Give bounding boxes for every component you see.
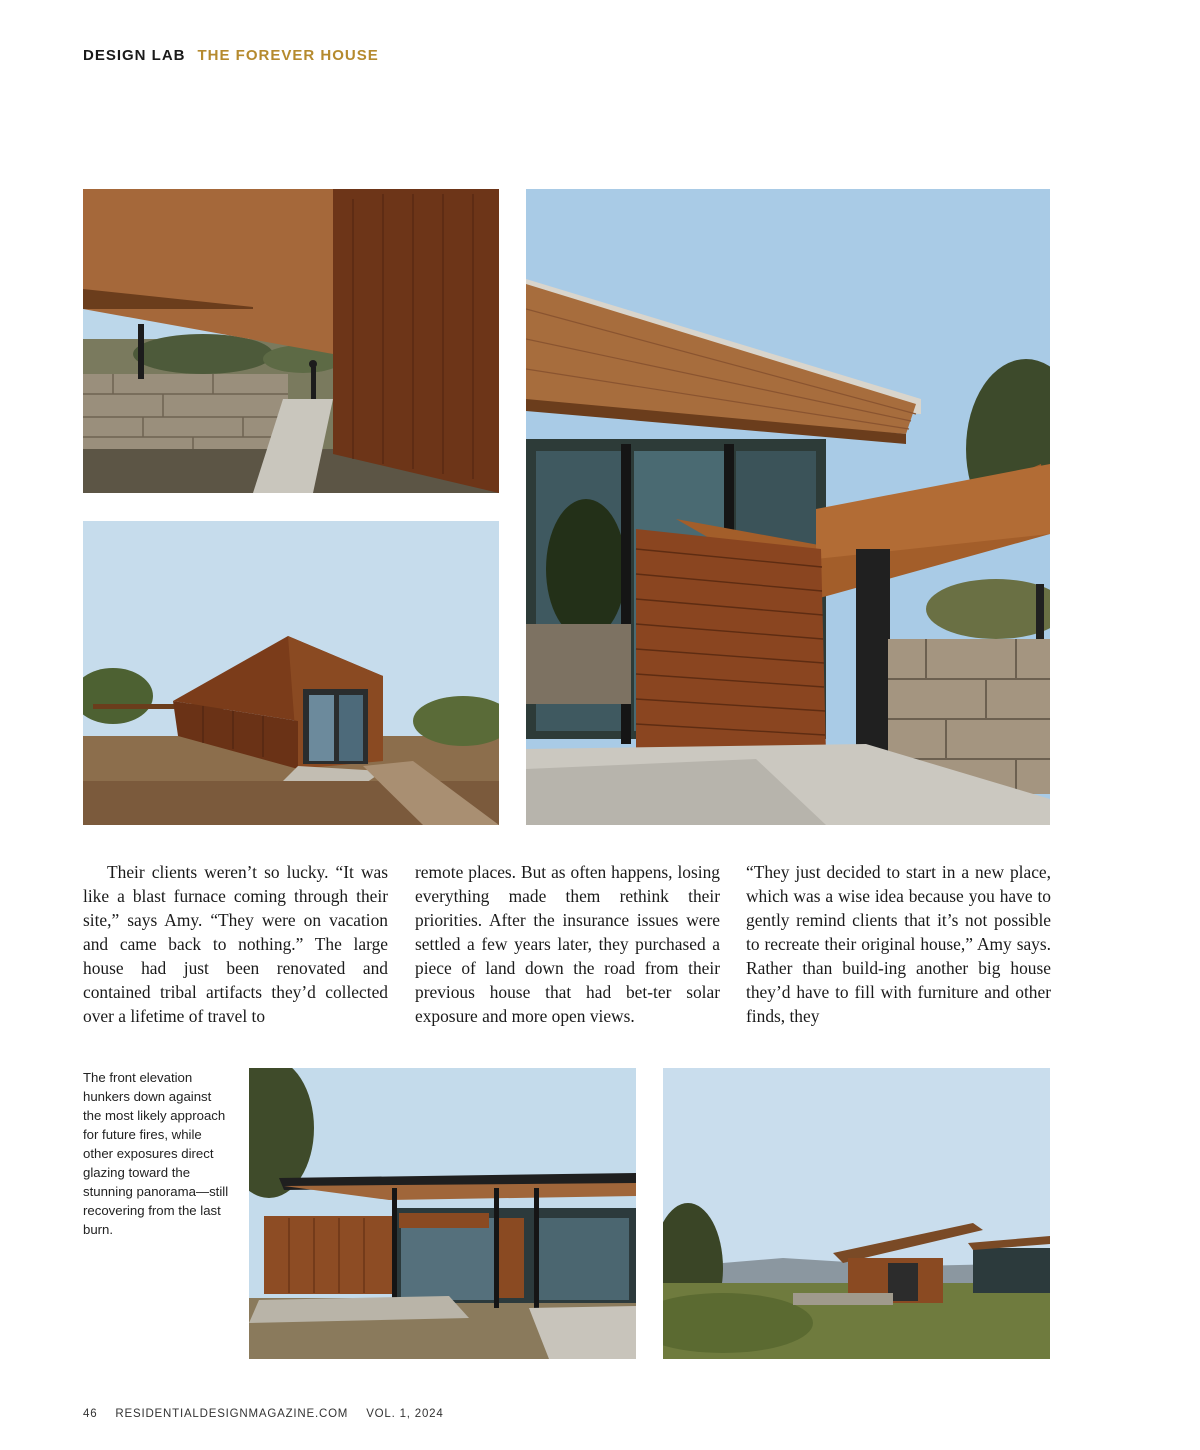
page-footer bbox=[83, 1408, 458, 1420]
running-header bbox=[83, 47, 379, 64]
article-paragraph: “They just decided to start in a new place, which was a wise idea because you have to gently remind clients that it’s not possible to recreate their original house,” Amy says. Rather than build-ing another big house they’d have to fill with furniture and other finds, they bbox=[746, 862, 1051, 1026]
page-number: 46 bbox=[83, 1408, 98, 1420]
photo-covered-walkway bbox=[83, 189, 499, 493]
article-title: THE FOREVER HOUSE bbox=[197, 47, 379, 64]
photo-entry-overhang bbox=[526, 189, 1050, 825]
article-paragraph: Their clients weren’t so lucky. “It was like a blast furnace coming through their site,” says Amy. “They were on vacation and came back to nothing.” The large house had just been renovated and contained tribal artifacts they’d collected over a lifetime of travel to bbox=[83, 862, 388, 1026]
article-column-2 bbox=[415, 860, 720, 1028]
photo-caption: The front elevation hunkers down against the most likely approach for future fires, while other exposures direct glazing toward the stunning panorama—still recovering from the last burn. bbox=[83, 1070, 229, 1237]
article-column-3 bbox=[746, 860, 1051, 1028]
issue-label: VOL. 1, 2024 bbox=[366, 1408, 444, 1420]
photo-hillside-panorama bbox=[663, 1068, 1050, 1359]
photo-front-elevation bbox=[249, 1068, 636, 1359]
article-column-1 bbox=[83, 860, 388, 1028]
photo-house-side-view bbox=[83, 521, 499, 825]
magazine-website: RESIDENTIALDESIGNMAGAZINE.COM bbox=[115, 1408, 349, 1420]
section-label: DESIGN LAB bbox=[83, 47, 186, 64]
article-paragraph: remote places. But as often happens, losing everything made them rethink their priorities. After the insurance issues were settled a few years later, they purchased a piece of land down the road from their previous house that had bet-ter solar exposure and more open views. bbox=[415, 862, 720, 1026]
